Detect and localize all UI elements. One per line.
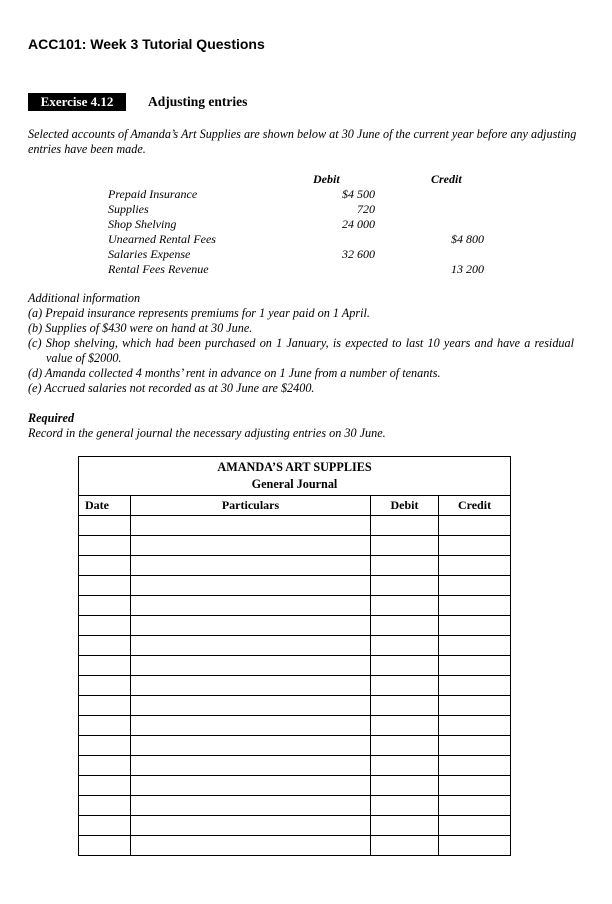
debit-cell[interactable]	[371, 656, 439, 676]
journal-row	[79, 656, 511, 676]
account-name: Shop Shelving	[108, 217, 177, 231]
account-name: Prepaid Insurance	[108, 187, 198, 201]
particulars-cell[interactable]	[131, 576, 371, 596]
credit-cell[interactable]	[439, 596, 511, 616]
particulars-cell[interactable]	[131, 836, 371, 856]
debit-cell[interactable]	[371, 616, 439, 636]
particulars-cell[interactable]	[131, 596, 371, 616]
exercise-title: Adjusting entries	[148, 94, 248, 109]
debit-cell[interactable]	[371, 676, 439, 696]
credit-value	[400, 202, 484, 217]
particulars-cell[interactable]	[131, 696, 371, 716]
particulars-cell[interactable]	[131, 516, 371, 536]
debit-cell[interactable]	[371, 796, 439, 816]
date-cell[interactable]	[79, 576, 131, 596]
journal-row	[79, 716, 511, 736]
particulars-cell[interactable]	[131, 616, 371, 636]
date-cell[interactable]	[79, 536, 131, 556]
debit-cell[interactable]	[371, 556, 439, 576]
credit-value: 13 200	[451, 262, 484, 276]
credit-cell[interactable]	[439, 616, 511, 636]
journal-row	[79, 676, 511, 696]
journal-row	[79, 596, 511, 616]
credit-cell[interactable]	[439, 716, 511, 736]
particulars-cell[interactable]	[131, 716, 371, 736]
debit-cell[interactable]	[371, 776, 439, 796]
journal-row	[79, 736, 511, 756]
page-title: ACC101: Week 3 Tutorial Questions	[28, 36, 265, 52]
credit-cell[interactable]	[439, 536, 511, 556]
credit-value: $4 800	[451, 232, 484, 246]
date-cell[interactable]	[79, 556, 131, 576]
info-item: (b) Supplies of $430 were on hand at 30 June.	[28, 321, 253, 335]
column-header-date: Date	[79, 496, 131, 516]
column-header-particulars: Particulars	[131, 496, 371, 516]
debit-cell[interactable]	[371, 596, 439, 616]
column-header-credit: Credit	[439, 496, 511, 516]
credit-value	[400, 217, 484, 232]
required-heading: Required	[28, 411, 75, 425]
date-cell[interactable]	[79, 796, 131, 816]
particulars-cell[interactable]	[131, 796, 371, 816]
credit-cell[interactable]	[439, 696, 511, 716]
debit-cell[interactable]	[371, 816, 439, 836]
debit-cell[interactable]	[371, 696, 439, 716]
debit-cell[interactable]	[371, 576, 439, 596]
debit-value	[300, 232, 375, 247]
debit-cell[interactable]	[371, 716, 439, 736]
debit-value: 24 000	[342, 217, 375, 231]
credit-value	[400, 187, 484, 202]
debit-value: 720	[357, 202, 375, 216]
info-item: (d) Amanda collected 4 months’ rent in advance on 1 June from a number of tenants.	[28, 366, 441, 380]
journal-title: General Journal	[251, 477, 338, 491]
debit-value: $4 500	[342, 187, 375, 201]
date-cell[interactable]	[79, 816, 131, 836]
date-cell[interactable]	[79, 636, 131, 656]
journal-company: AMANDA’S ART SUPPLIES	[217, 460, 372, 474]
date-cell[interactable]	[79, 716, 131, 736]
credit-cell[interactable]	[439, 756, 511, 776]
particulars-cell[interactable]	[131, 676, 371, 696]
debit-cell[interactable]	[371, 516, 439, 536]
credit-cell[interactable]	[439, 676, 511, 696]
particulars-cell[interactable]	[131, 656, 371, 676]
journal-row	[79, 756, 511, 776]
date-cell[interactable]	[79, 836, 131, 856]
credit-cell[interactable]	[439, 636, 511, 656]
credit-cell[interactable]	[439, 776, 511, 796]
journal-row	[79, 836, 511, 856]
exercise-badge: Exercise 4.12	[28, 93, 126, 111]
debit-cell[interactable]	[371, 636, 439, 656]
journal-row	[79, 636, 511, 656]
journal-row	[79, 696, 511, 716]
credit-cell[interactable]	[439, 576, 511, 596]
date-cell[interactable]	[79, 696, 131, 716]
particulars-cell[interactable]	[131, 816, 371, 836]
debit-value: 32 600	[342, 247, 375, 261]
account-name: Salaries Expense	[108, 247, 191, 261]
particulars-cell[interactable]	[131, 636, 371, 656]
particulars-cell[interactable]	[131, 776, 371, 796]
journal-row	[79, 556, 511, 576]
credit-cell[interactable]	[439, 796, 511, 816]
date-cell[interactable]	[79, 776, 131, 796]
date-cell[interactable]	[79, 656, 131, 676]
particulars-cell[interactable]	[131, 756, 371, 776]
journal-row	[79, 576, 511, 596]
credit-cell[interactable]	[439, 656, 511, 676]
journal-row	[79, 796, 511, 816]
required-text: Record in the general journal the necessary adjusting entries on 30 June.	[28, 426, 386, 440]
required-section	[28, 411, 386, 441]
debit-values	[300, 187, 375, 277]
account-name: Unearned Rental Fees	[108, 232, 216, 246]
account-names	[108, 187, 216, 277]
general-journal-table	[78, 456, 511, 856]
credit-header: Credit	[431, 172, 462, 186]
particulars-cell[interactable]	[131, 736, 371, 756]
credit-cell[interactable]	[439, 556, 511, 576]
column-header-debit: Debit	[371, 496, 439, 516]
journal-header	[79, 457, 511, 496]
particulars-cell[interactable]	[131, 536, 371, 556]
debit-cell[interactable]	[371, 736, 439, 756]
credit-cell[interactable]	[439, 516, 511, 536]
intro-paragraph: Selected accounts of Amanda’s Art Supplies are shown below at 30 June of the current year before any adjusting entries have been made.	[28, 127, 577, 156]
additional-info-heading: Additional information	[28, 291, 141, 305]
debit-value	[300, 262, 375, 277]
journal-row	[79, 816, 511, 836]
debit-cell[interactable]	[371, 756, 439, 776]
account-name: Rental Fees Revenue	[108, 262, 209, 276]
credit-value	[400, 247, 484, 262]
date-cell[interactable]	[79, 736, 131, 756]
credit-cell[interactable]	[439, 816, 511, 836]
date-cell[interactable]	[79, 756, 131, 776]
info-item: (e) Accrued salaries not recorded as at 30 June are $2400.	[28, 381, 315, 395]
journal-row	[79, 616, 511, 636]
debit-cell[interactable]	[371, 836, 439, 856]
journal-row	[79, 776, 511, 796]
info-item: (c) Shop shelving, which had been purchased on 1 January, is expected to last 10 years and have a residual value of $2000.	[28, 336, 574, 365]
particulars-cell[interactable]	[131, 556, 371, 576]
journal-row	[79, 516, 511, 536]
credit-values	[400, 187, 484, 277]
debit-cell[interactable]	[371, 536, 439, 556]
credit-cell[interactable]	[439, 836, 511, 856]
info-item: (a) Prepaid insurance represents premiums for 1 year paid on 1 April.	[28, 306, 370, 320]
account-name: Supplies	[108, 202, 149, 216]
credit-cell[interactable]	[439, 736, 511, 756]
journal-row	[79, 536, 511, 556]
date-cell[interactable]	[79, 616, 131, 636]
date-cell[interactable]	[79, 516, 131, 536]
debit-header: Debit	[313, 172, 340, 186]
additional-information	[28, 291, 574, 396]
date-cell[interactable]	[79, 596, 131, 616]
date-cell[interactable]	[79, 676, 131, 696]
